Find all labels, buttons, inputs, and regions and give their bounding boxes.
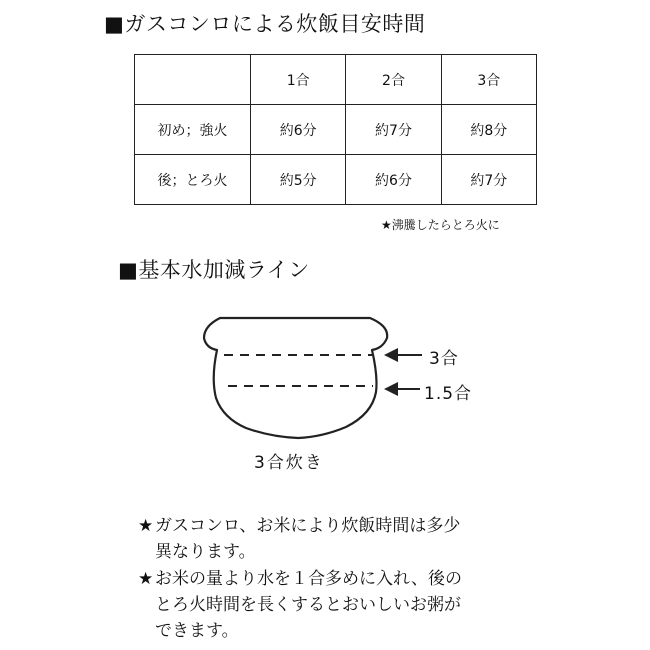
water-line-3go-label: 3合	[429, 349, 459, 369]
cooking-time-title: ■ガスコンロによる炊飯目安時間	[104, 12, 426, 36]
note-text: ガスコンロ、お米により炊飯時間は多少 異なります。	[155, 516, 461, 562]
row-label-strong-heat: 初め；強火	[135, 105, 251, 155]
arrow-3go-icon	[384, 348, 422, 362]
table-cell: 約6分	[346, 155, 441, 205]
note-cooking-time-varies	[138, 513, 535, 565]
header-3go: 3合	[441, 55, 536, 105]
boil-note: ★沸騰したらとろ火に	[381, 218, 500, 232]
arrow-1-5go-icon	[384, 382, 420, 396]
header-2go: 2合	[346, 55, 441, 105]
table-cell: 約6分	[251, 105, 346, 155]
star-icon: ★	[138, 516, 154, 536]
note-porridge-tip	[138, 566, 535, 644]
pot-outline	[204, 318, 387, 438]
header-1go: 1合	[251, 55, 346, 105]
water-line-title: ■基本水加減ライン	[118, 258, 310, 282]
table-cell: 約7分	[346, 105, 441, 155]
table-cell: 約5分	[251, 155, 346, 205]
table-cell: 約8分	[441, 105, 536, 155]
table-cell: 約7分	[441, 155, 536, 205]
note-text: お米の量より水を１合多めに入れ、後の とろ火時間を長くするとおいしいお粥が できます。	[155, 569, 463, 641]
water-line-1-5go-label: 1.5合	[424, 384, 473, 404]
pot-caption: 3合炊き	[254, 453, 324, 473]
row-label-low-heat: 後；とろ火	[135, 155, 251, 205]
star-icon: ★	[138, 569, 154, 589]
